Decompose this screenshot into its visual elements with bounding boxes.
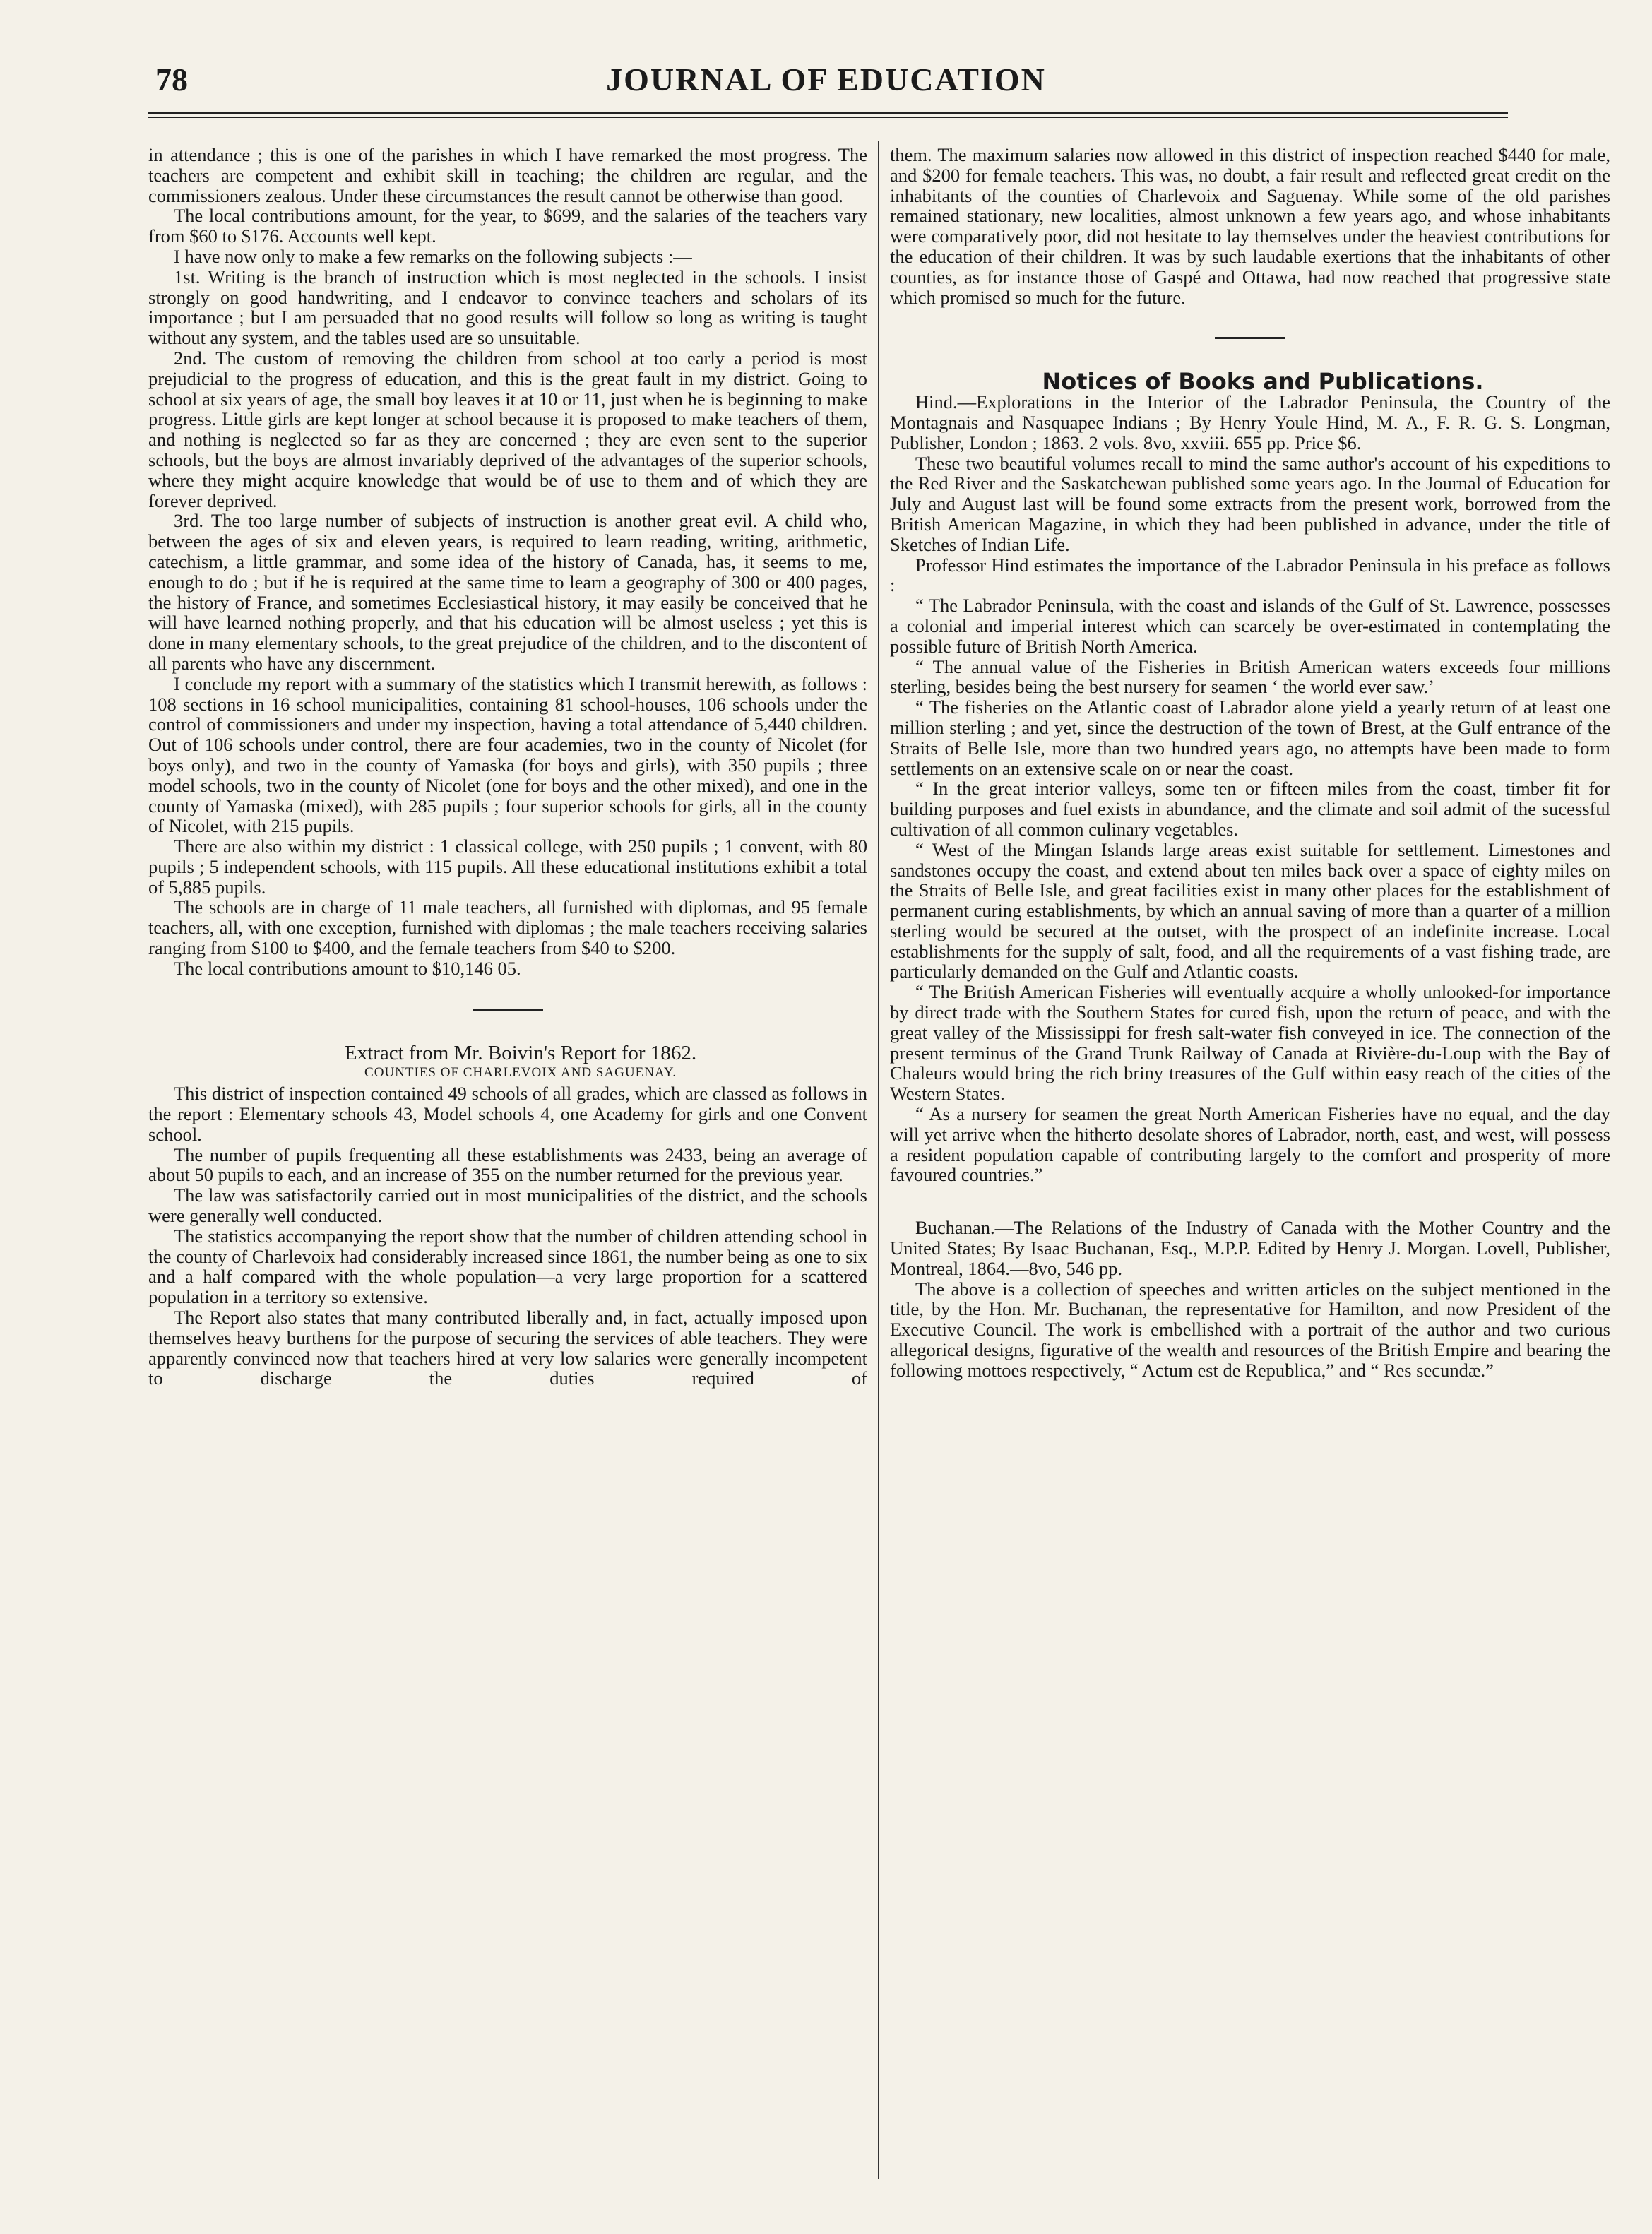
book-notice-entry: Buchanan.—The Relations of the Industry of Canada with the Mother Country and the United States; By Isaac Buchanan, Esq., M.P.P. Edited by Henry J. Morgan. Lovell, Publisher, Montreal, 1864.—8vo, 546 pp. xyxy=(890,1217,1610,1279)
extract-title: Extract from Mr. Boivin's Report for 1862. xyxy=(344,1041,697,1064)
paragraph: in attendance ; this is one of the parishes in which I have remarked the most progress. The teachers are competent and exhibit skill in teaching; the children are regular, and the commissioners zealous. Under these circumstances the result cannot be otherwise than good. xyxy=(148,144,867,206)
column-divider xyxy=(878,141,879,2179)
quote-paragraph: “ The British American Fisheries will eventually acquire a wholly unlooked-for importance by direct trade with the Southern States for cured fish, upon the return of peace, and with the great valley of the Mississippi for fresh salt-water fish conveyed in ice. The connection of the present terminus of the Grand Trunk Railway of Canada at Rivière-du-Loup with the Bay of Chaleurs would bring the rich briny treasures of the Gulf within easy reach of the cities of the Western States. xyxy=(890,981,1610,1105)
paragraph: 1st. Writing is the branch of instruction which is most neglected in the schools. I insist strongly on good handwriting, and I endeavor to convince teachers and scholars of its importance ; but I am persuaded that no good results will follow so long as writing is taught without any system, and the tables used are so unsuitable. xyxy=(148,266,867,349)
paragraph: The above is a collection of speeches and written articles on the subject mentioned in the title, by the Hon. Mr. Buchanan, the representative for Hamilton, and now President of the Executive Council. The work is embellished with a portrait of the author and two curious allegorical designs, figurative of the wealth and resources of the British Empire and bearing the following mottoes respectively, “ Actum est de Republica,” and “ Res secundæ.” xyxy=(890,1278,1610,1381)
header-rule xyxy=(148,112,1508,114)
right-column xyxy=(890,145,1610,1381)
quote-paragraph: “ The annual value of the Fisheries in British American waters exceeds four millions sterling, besides being the best nursery for seamen ‘ the world ever saw.’ xyxy=(890,655,1610,698)
spacer xyxy=(890,1185,1610,1218)
left-column xyxy=(148,145,867,1389)
quote-paragraph: “ In the great interior valleys, some ten or fifteen miles from the coast, timber fit for building purposes and fuel exists in abundance, and the climate and soil admit of the sucessful cultivation of all common culinary vegetables. xyxy=(890,778,1610,840)
page-number: 78 xyxy=(155,61,188,97)
paragraph: The schools are in charge of 11 male teachers, all furnished with diplomas, and 95 female teachers, all, with one exception, furnished with diplomas ; the male teachers receiving salaries ranging from $100 to $400, and the female teachers from $40 to $200. xyxy=(148,896,867,959)
paragraph: The local contributions amount, for the year, to $699, and the salaries of the teachers vary from $60 to $176. Accounts well kept. xyxy=(148,205,867,247)
paragraph: I conclude my report with a summary of the statistics which I transmit herewith, as follows : 108 sections in 16 school municipalities, containing 81 school-houses, 106 schools under the control of commissioners and under my inspection, having a total attendance of 5,440 children. Out of 106 schools under control, there are four academies, two in the county of Nicolet (for boys only), and two in the county of Yamaska (for boys and girls), with 350 pupils ; three model schools, two in the county of Nicolet (one for boys and the other mixed), and one in the county of Yamaska (mixed), with 285 pupils ; four superior schools for girls, all in the county of Nicolet, with 215 pupils. xyxy=(148,672,867,837)
paragraph: The number of pupils frequenting all these establishments was 2433, being an average of about 50 pupils to each, and an increase of 355 on the number returned for the previous year. xyxy=(148,1143,867,1186)
quote-paragraph: “ The fisheries on the Atlantic coast of Labrador alone yield a yearly return of at least one million sterling ; and yet, since the destruction of the town of Brest, at the Gulf entrance of the Straits of Belle Isle, more than two hundred years ago, no attempts have been made to form settlements on an extensive scale on or near the coast. xyxy=(890,696,1610,779)
paragraph: them. The maximum salaries now allowed in this district of inspection reached $440 for male, and $200 for female teachers. This was, no doubt, a fair result and reflected great credit on the inhabitants of the counties of Charlevoix and Saguenay. While some of the old parishes remained stationary, new localities, almost unknown a few years ago, and whose inhabitants were comparatively poor, did not hesitate to lay themselves under the heaviest contributions for the education of their children. It was by such laudable exertions that the inhabitants of other counties, as for instance those of Gaspé and Ottawa, had now reached that progressive state which promised so much for the future. xyxy=(890,144,1610,308)
quote-paragraph: “ As a nursery for seamen the great North American Fisheries have no equal, and the day will yet arrive when the hitherto desolate shores of Labrador, north, east, and west, will possess a resident population capable of contributing largely to the comfort and prosperity of more favoured countries.” xyxy=(890,1103,1610,1186)
paragraph: I have now only to make a few remarks on the following subjects :— xyxy=(174,245,692,267)
paragraph: 2nd. The custom of removing the children from school at too early a period is most prejudicial to the progress of education, and this is the great fault in my district. Going to school at six years of age, the small boy leaves it at 10 or 11, just when he is beginning to make progress. Little girls are kept longer at school because it is proposed to make teachers of them, and nothing is neglected so far as they are concerned ; they are even sent to the superior schools, but the boys are almost invariably deprived of the advantages of the superior schools, where they might acquire knowledge that would be of use to them and of which they are forever deprived. xyxy=(148,347,867,511)
header-rule-thin xyxy=(148,117,1508,118)
paragraph: The local contributions amount to $10,146 05. xyxy=(174,957,521,979)
paragraph: This district of inspection contained 49 schools of all grades, which are classed as follows in the report : Elementary schools 43, Model schools 4, one Academy for girls and one Convent school. xyxy=(148,1083,867,1145)
paragraph: Professor Hind estimates the importance of the Labrador Peninsula in his preface as follows : xyxy=(890,554,1610,596)
section-divider xyxy=(473,1009,543,1011)
subsection-heading: COUNTIES OF CHARLEVOIX AND SAGUENAY. xyxy=(364,1065,677,1081)
section-heading: Notices of Books and Publications. xyxy=(1042,368,1484,396)
quote-paragraph: “ The Labrador Peninsula, with the coast and islands of the Gulf of St. Lawrence, possesses a colonial and imperial interest which can scarcely be over-estimated in contemplating the possible future of British North America. xyxy=(890,595,1610,657)
quote-paragraph: “ West of the Mingan Islands large areas exist suitable for settlement. Limestones and sandstones occupy the coast, and extend about ten miles back over a space of eighty miles on the Straits of Belle Isle, and great facilities exist in many other places for the establishment of permanent curing establishments, by which an annual saving of more than a quarter of a million sterling would be secured at the outset, with the prospect of an indefinite increase. Local establishments for the supply of salt, food, and all the requirements of a vast fishing trade, are particularly demanded on the Gulf and Atlantic coasts. xyxy=(890,838,1610,982)
book-notice-entry: Hind.—Explorations in the Interior of the Labrador Peninsula, the Country of the Montagnais and Nasquapee Indians ; By Henry Youle Hind, M. A., F. R. G. S. Longman, Publisher, London ; 1863. 2 vols. 8vo, xxviii. 655 pp. Price $6. xyxy=(890,391,1610,453)
running-head: JOURNAL OF EDUCATION xyxy=(606,61,1046,97)
paragraph: These two beautiful volumes recall to mind the same author's account of his expeditions to the Red River and the Saskatchewan published some years ago. In the Journal of Education for July and August last will be found some extracts from the present work, borrowed from the British American Magazine, in which they had been published in advance, under the title of Sketches of Indian Life. xyxy=(890,452,1610,555)
paragraph: 3rd. The too large number of subjects of instruction is another great evil. A child who, between the ages of six and eleven years, is required to learn reading, writing, arithmetic, catechism, a little grammar, and some idea of the history of Canada, has, it seems to me, enough to do ; but if he is required at the same time to learn a geography of 300 or 400 pages, the history of France, and sometimes Ecclesiastical history, it may easily be conceived that he will have learned nothing properly, and that his education will be almost useless ; yet this is done in many elementary schools, to the great prejudice of the children, and to the discontent of all parents who have any discernment. xyxy=(148,510,867,674)
section-divider xyxy=(1215,337,1285,339)
paragraph: The law was satisfactorily carried out in most municipalities of the district, and the schools were generally well conducted. xyxy=(148,1184,867,1227)
paragraph: There are also within my district : 1 classical college, with 250 pupils ; 1 convent, with 80 pupils ; 5 independent schools, with 115 pupils. All these educational institutions exhibit a total of 5,885 pupils. xyxy=(148,836,867,898)
paragraph: The Report also states that many contributed liberally and, in fact, actually imposed upon themselves heavy burthens for the purpose of securing the services of able teachers. They were apparently convinced now that teachers hired at very low salaries were generally incompetent to discharge the duties required of xyxy=(148,1307,867,1389)
paragraph: The statistics accompanying the report show that the number of children attending school in the county of Charlevoix had considerably increased since 1861, the number being as one to six and a half compared with the whole population—a very large proportion for a scattered population in a territory so extensive. xyxy=(148,1225,867,1308)
